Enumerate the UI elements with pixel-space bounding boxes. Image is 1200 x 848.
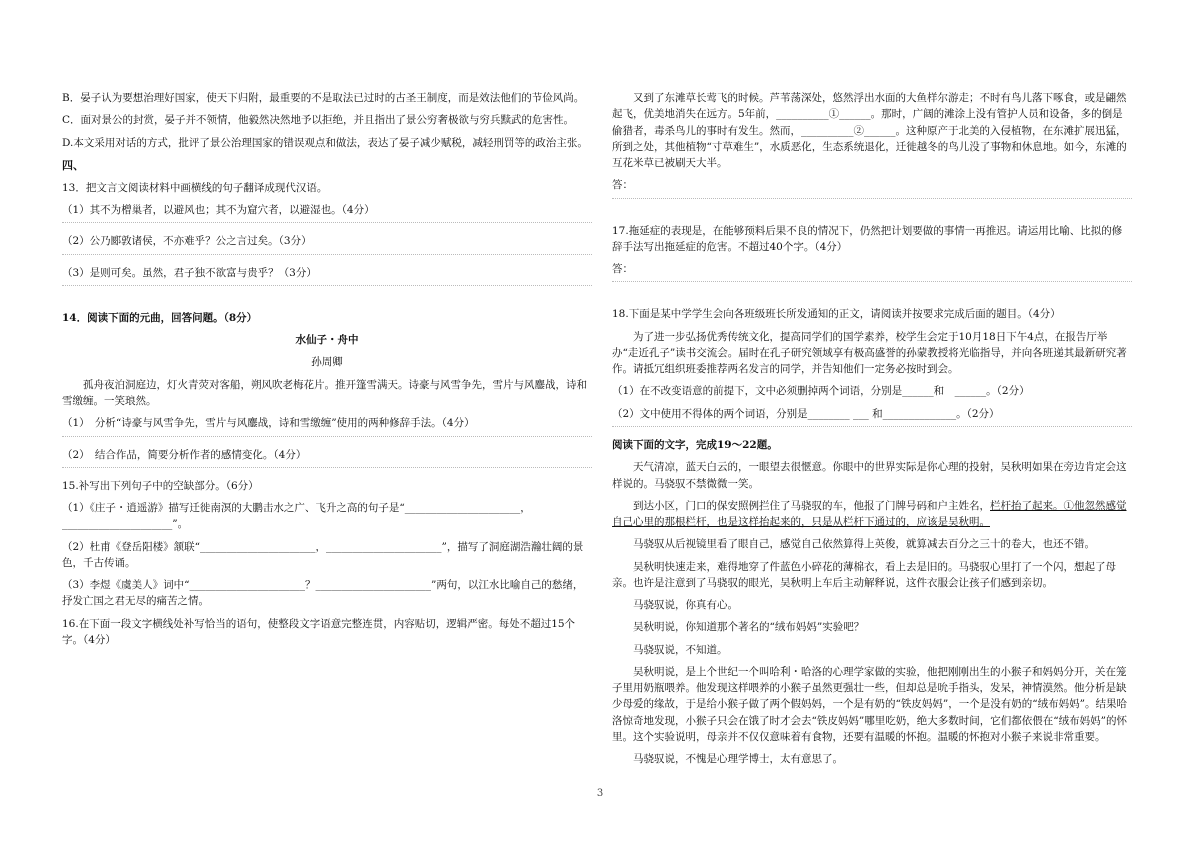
- q13-item-2: （2）公乃郾敦诸侯，不亦难乎？公之言过矣。（3分）: [62, 233, 592, 254]
- option-b: B．晏子认为要想治理好国家，使天下归附，最重要的不是取法已过时的古圣王制度，而是效法他们的节俭风尚。: [62, 92, 585, 104]
- notice-text: 为了进一步弘扬优秀传统文化，提高同学们的国学素养，校学生会定于10月18日下午4点，在报告厅举办“走近孔子”读书交流会。届时在孔子研究领域享有极高盛誉的孙蒙教授将光临指导，并向各班递其最新研究著作。请抵冗组织班委推荐两名发言的同学，并告知他们一定务必按时到会。: [612, 330, 1127, 376]
- story-para-9: 马骁驭说，不愧是心理学博士，太有意思了。: [633, 753, 843, 766]
- story-para-2-b: 栏杆抬了起来。: [990, 499, 1064, 512]
- q17-prompt: 17.拖延症的表现是，在能够预料后果不良的情况下，仍然把计划要做的事情一再推迟。请运用比喻、比拟的修辞手法写出拖延症的危害。不超过40个字。（4分）: [612, 224, 1123, 253]
- q15-item-2: （2）杜甫《登岳阳楼》颔联“______________________，______________________”，描写了洞庭湖浩瀚壮阔的景色，千古传诵。: [62, 540, 584, 569]
- story-para-4: 吴秋明快速走来，难得地穿了件蓝色小碎花的薄棉衣，看上去是旧的。马骁驭心里打了一个闪，想起了母亲。也许是注意到了马骁驭的眼光，吴秋明上车后主动解释说，这件衣服会让孩子们感到亲切。: [612, 560, 1116, 589]
- q14-prompt: 14．阅读下面的元曲，回答问题。（8分）: [62, 311, 258, 324]
- story-para-8: 吴秋明说，是上个世纪一个叫哈利・哈洛的心理学家做的实验，他把刚刚出生的小猴子和妈妈分开，关在笼子里用奶瓶喂养。他发现这样喂养的小猴子虽然更强壮一些，但却总是吮手指头，发呆，神情漠然。他分析是缺少母爱的缘故，于是给小猴子做了两个假妈妈，一个是有奶的“铁皮妈妈”，一个是没有奶的“绒布妈妈”。结果哈洛惊奇地发现，小猴子只会在饿了时才会去“铁皮妈妈”哪里吃奶，绝大多数时间，它们都依偎在“绒布妈妈”的怀里。这个实验说明，母亲并不仅仅意味着有食物，还要有温暖的怀抱。温暖的怀抱对小猴子来说非常重要。: [612, 665, 1127, 743]
- q14-item-2: （2） 结合作品，简要分析作者的感情变化。（4分）: [62, 447, 592, 468]
- q18-item-2: （2）文中使用不得体的两个词语，分别是________ ___ 和______________。（2分）: [612, 406, 1132, 427]
- left-column: [62, 90, 592, 654]
- story-para-7: 马骁驭说，不知道。: [633, 643, 728, 656]
- story-para-2-a: 到达小区，门口的保安照例拦住了马骁驭的车，他报了门牌号码和户主姓名，: [633, 499, 990, 512]
- poem-title: 水仙子・舟中: [295, 334, 359, 347]
- q13-prompt: 13．把文言文阅读材料中画横线的句子翻译成现代汉语。: [62, 181, 328, 194]
- story-para-5: 马骁驭说，你真有心。: [633, 599, 738, 612]
- poem-author: 孙周卿: [311, 356, 343, 369]
- q15-item-3: （3）李煜《虞美人》词中“______________________？______________________”两句，以江水比喻自己的愁绪，抒发亡国之君无尽的痛苦之情。: [62, 579, 584, 608]
- section-four-heading: 四、: [62, 158, 84, 172]
- story-para-2: [612, 498, 1132, 531]
- right-column: [612, 90, 1132, 774]
- option-c: C．面对景公的封赏，晏子并不领情，他毅然决然地予以拒绝，并且指出了景公穷奢极欲与穷兵黩武的危害性。: [62, 114, 575, 127]
- option-d: D.本文采用对话的方式，批评了景公治理国家的错误观点和做法，表达了晏子减少赋税，减轻刑罚等的政治主张。: [62, 136, 588, 149]
- page-number: 3: [596, 788, 604, 799]
- reading-title: 阅读下面的文字，完成19～22题。: [612, 438, 778, 451]
- q15-prompt: 15.补写出下列句子中的空缺部分。（6分）: [62, 479, 259, 492]
- q16-prompt: 16.在下面一段文字横线处补写恰当的语句，使整段文字语意完整连贯，内容贴切，逻辑严密。每处不超过15个字。（4分）: [62, 617, 576, 646]
- story-para-2-c: ①他忽然感觉自己心里的那根栏杆，也是这样抬起来的，只是从栏杆下通过的，应该是吴秋明。: [612, 499, 1127, 529]
- passage-paragraph: 又到了东滩草长莺飞的时候。芦苇荡深处，悠然浮出水面的大鱼样尔游走；不时有鸟儿落下啄食，或是翩然起飞，优美地消失在远方。5年前，__________①______。那时，广阔的滩涂上没有管护人员和设备，多的倒是偷猎者，毒杀鸟儿的事时有发生。然而，__________②______。这种原产于北美的入侵植物，在东滩扩展迅猛，所到之处，其他植物“寸草难生”，水质恶化，生态系统退化，迁徙越冬的鸟儿没了事物和休息地。如今，东滩的互花米草已被刷天大半。: [612, 92, 1127, 170]
- q15-item-1: （1）《庄子・逍遥游》描写迁徙南溟的大鹏击水之广、飞升之高的句子是“______________________，_____________________”。: [62, 502, 531, 531]
- q18-prompt: 18.下面是某中学学生会向各班级班长所发通知的正文，请阅读并按要求完成后面的题目。（4分）: [612, 308, 1061, 321]
- q13-item-3: （3）是则可矣。虽然，君子独不欲富与贵乎？（3分）: [62, 265, 592, 286]
- poem-text: 孤舟夜泊洞庭边，灯火青荧对客船，朔风吹老梅花片。推开篷雪满天。诗豪与风雪争先，雪片与风鏖战，诗和雪缴缠。一笑琅然。: [62, 378, 587, 407]
- story-para-1: 天气清凉，蓝天白云的，一眼望去很惬意。你眼中的世界实际是你心理的投射，吴秋明如果在旁边肯定会这样说的。马骁驭不禁微微一笑。: [612, 461, 1127, 490]
- answer-line-16: 答：: [612, 177, 1132, 198]
- story-para-3: 马骁驭从后视镜里看了眼自己，感觉自己依然算得上英俊，就算减去百分之三十的卷大，也还不错。: [633, 538, 1095, 551]
- story-para-6: 吴秋明说，你知道那个著名的“绒布妈妈”实验吧？: [633, 621, 865, 634]
- answer-line-17: 答：: [612, 261, 1132, 282]
- q14-item-1: （1） 分析“诗豪与风雪争先，雪片与风鏖战，诗和雪缴缠”使用的两种修辞手法。（4分）: [62, 415, 592, 436]
- q13-item-1: （1）其不为橧巢者，以避风也；其不为窟穴者，以避湿也。（4分）: [62, 202, 592, 223]
- q18-item-1: （1）在不改变语意的前提下，文中必须删掉两个词语，分别是______和 ______。（2分）: [612, 385, 1030, 398]
